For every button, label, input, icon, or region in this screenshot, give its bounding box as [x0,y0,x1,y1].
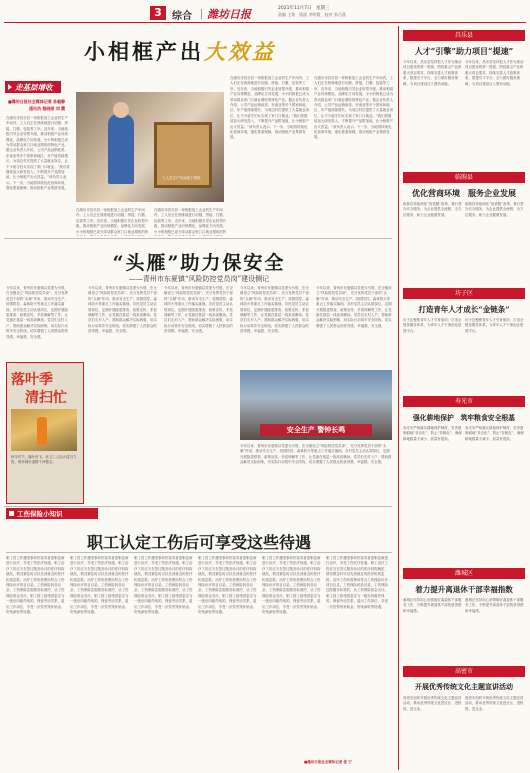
sidebar-body-3b: 寿光市严格落实耕地保护制度，坚决遏制耕地“非农化”、防止“非粮化”，确保耕地数量不减少、质量有提高。 [465,426,524,441]
sidebar-body-5a: 高密市组织开展优秀传统文化主题宣讲活动，推动优秀传统文化进社区、进校园、进企业。 [403,696,462,711]
sidebar-region-0: 昌乐县 [403,30,525,41]
divider-1 [4,238,392,239]
sidebar-headline-1: 优化营商环境 服务企业发展 [412,188,516,198]
paper-name: 潍坊日报 [207,8,251,21]
date-line: 2021年11月7日 星期三 [278,6,330,11]
lower-body-col4: 职工因工作遭受事故伤害或者患职业病进行治疗，享受工伤医疗待遇。职工治疗工伤应当在签订服务协议的医疗机构就医，情况紧急时可以先到就近的医疗机构急救。治疗工伤所需费用符合工伤保险诊疗项目目录、工伤保险药品目录、工伤保险住院服务标准的，从工伤保险基金支付。职工因工致残被鉴定为一级至四级伤残的，保留劳动关系，退出工作岗位，享受一次性伤残补助金、伤残津贴等待遇。 [198,556,257,615]
sidebar-body-0b: 今年以来，昌乐县坚持把人才作为推动项目建设的第一资源，围绕重点产业和重大项目需求，持续完善人才政策体系，搭建引才平台，全力做好服务保障，为项目建设注入强劲动能。 [465,60,524,86]
lower-body-col2: 职工因工作遭受事故伤害或者患职业病进行治疗，享受工伤医疗待遇。职工治疗工伤应当在签订服务协议的医疗机构就医，情况紧急时可以先到就近的医疗机构急救。治疗工伤所需费用符合工伤保险诊疗项目目录、工伤保险药品目录、工伤保险住院服务标准的，从工伤保险基金支付。职工因工致残被鉴定为一级至四级伤残的，保留劳动关系，退出工作岗位，享受一次性伤残补助金、伤残津贴等待遇。 [70,556,129,615]
sidebar-region-5: 高密市 [403,666,525,677]
sidebar-body-2b: 坊子区聚焦青年人才引育留用，打造全链条服务体系，为青年人才干事创业搭建平台。 [465,318,524,333]
top-byline-2: 通讯员 程晓丽 刘 霞 [29,106,66,111]
second-body-col4: 今年以来，青州市东夏镇以党建为引领，在全镇设立“风险防控党员岗”，充分发挥党员干部的“头雁”作用，推动安全生产、疫情防控、森林防火等重点工作落实落细。各村党员主动认领岗位，定期开展隐患排查、政策宣传、矛盾调解等工作，让党旗在基层一线高高飘扬。党员们走村入户，帮助群众解决实际困难，用实际行动筑牢安全防线，切实增强了人民群众的获得感、幸福感、安全感。 [240,286,309,334]
top-byline-1: ■潍坊日报社全媒体记者 孙毅静 [8,99,66,104]
sidebar-body-3a: 寿光市严格落实耕地保护制度，坚决遏制耕地“非农化”、防止“非粮化”，确保耕地数量不减少、质量有提高。 [403,426,462,441]
second-headline: “头雁”助力保安全 [112,252,286,274]
second-body-col5: 今年以来，青州市东夏镇以党建为引领，在全镇设立“风险防控党员岗”，充分发挥党员干部的“头雁”作用，推动安全生产、疫情防控、森林防火等重点工作落实落细。各村党员主动认领岗位，定期开展隐患排查、政策宣传、矛盾调解等工作，让党旗在基层一线高高飘扬。党员们走村入户，帮助群众解决实际困难，用实际行动筑牢安全防线，切实增强了人民群众的获得感、幸福感、安全感。 [316,286,392,328]
kicker-icon [8,84,12,90]
masthead-rule [4,22,526,23]
top-headline-part2: 大效益 [204,39,276,64]
second-body-col1: 今年以来，青州市东夏镇以党建为引领，在全镇设立“风险防控党员岗”，充分发挥党员干部的“头雁”作用，推动安全生产、疫情防控、森林防火等重点工作落实落细。各村党员主动认领岗位，定期开展隐患排查、政策宣传、矛盾调解等工作，让党旗在基层一线高高飘扬。党员们走村入户，帮助群众解决实际困难，用实际行动筑牢安全防线，切实增强了人民群众的获得感、幸福感、安全感。 [6,286,69,339]
lower-kicker-text: 工伤保险小知识 [17,510,63,518]
divider-2 [4,506,392,507]
lower-body-col1: 职工因工作遭受事故伤害或者患职业病进行治疗，享受工伤医疗待遇。职工治疗工伤应当在签订服务协议的医疗机构就医，情况紧急时可以先到就近的医疗机构急救。治疗工伤所需费用符合工伤保险诊疗项目目录、工伤保险药品目录、工伤保险住院服务标准的，从工伤保险基金支付。职工因工致残被鉴定为一级至四级伤残的，保留劳动关系，退出工作岗位，享受一次性伤残补助金、伤残津贴等待遇。 [6,556,65,615]
sidebar-body-4b: 潍城区坚持用心用情做好离退休干部服务工作，不断提升离退休干部的获得感和幸福感。 [465,598,524,613]
sidebar-region-3: 寿光市 [403,396,525,407]
editors-line: 责编 王铭 版面 李明霞 校对 张巧燕 [278,12,346,17]
separator-icon [201,9,202,19]
second-body-col2: 今年以来，青州市东夏镇以党建为引领，在全镇设立“风险防控党员岗”，充分发挥党员干部的“头雁”作用，推动安全生产、疫情防控、森林防火等重点工作落实落细。各村党员主动认领岗位，定期开展隐患排查、政策宣传、矛盾调解等工作，让党旗在基层一线高高飘扬。党员们走村入户，帮助群众解决实际困难，用实际行动筑牢安全防线，切实增强了人民群众的获得感、幸福感、安全感。 [88,286,157,334]
second-photo-badge-text: 安全生产 警钟长鸣 [286,426,346,434]
top-body-col1: 在潍坊市昌乐县一家相框加工企业的生产车间内，工人们正在熟练地进行切割、拼接、打磨、包装等工序。近年来，当地积极引导企业转型升级，推动相框产业向规模化、品牌化方向发展，小小的相框已成为带动群众家门口就业增收的特色产业。据企业负责人介绍，公司产品远销欧美、东南亚等多个国家和地区，年产值持续增长，为周边村庄提供了大量就业岗位，让不少留守妇女实现了家门口就业。“我们将继续加大研发投入，不断提升产品附加值，让小相框产出大效益。”该负责人表示。下一步，当地将持续优化营商环境，强化要素保障，推动相框产业集群发展。 [6,116,70,191]
second-story [4,242,394,504]
sidebar-headline-4: 着力提升离退休干部幸福指数 [415,585,513,594]
sidebar-body-4a: 潍城区坚持用心用情做好离退休干部服务工作，不断提升离退休干部的获得感和幸福感。 [403,598,462,613]
top-body-col4: 在潍坊市昌乐县一家相框加工企业的生产车间内，工人们正在熟练地进行切割、拼接、打磨、包装等工序。近年来，当地积极引导企业转型升级，推动相框产业向规模化、品牌化方向发展，小小的相框已成为带动群众家门口就业增收的特色产业。据企业负责人介绍，公司产品远销欧美、东南亚等多个国家和地区，年产值持续增长，为周边村庄提供了大量就业岗位，让不少留守妇女实现了家门口就业。“我们将继续加大研发投入，不断提升产品附加值，让小相框产出大效益。”该负责人表示。下一步，当地将持续优化营商环境，强化要素保障，推动相框产业集群发展。 [230,76,310,140]
top-story [4,28,394,236]
masthead [0,0,530,22]
second-subheadline: ——青州市东夏镇“风险防控党员岗”建设侧记 [128,275,270,283]
sidebar-body-1a: 临朐县持续深化“放管服”改革，推行帮办代办服务，为企业提供全流程、全方位服务，助力企业健康发展。 [403,202,462,217]
top-headline-part1: 小相框产出 [84,39,204,64]
promo-caption: 秋冬时节，落叶纷飞，环卫工人加大清扫力度，保持城市道路干净整洁。 [11,455,77,465]
lower-byline: ■潍坊日报社全媒体记者 张 宁 [304,760,352,764]
second-body-col3: 今年以来，青州市东夏镇以党建为引领，在全镇设立“风险防控党员岗”，充分发挥党员干部的“头雁”作用，推动安全生产、疫情防控、森林防火等重点工作落实落细。各村党员主动认领岗位，定期开展隐患排查、政策宣传、矛盾调解等工作，让党旗在基层一线高高飘扬。党员们走村入户，帮助群众解决实际困难，用实际行动筑牢安全防线，切实增强了人民群众的获得感、幸福感、安全感。 [164,286,233,334]
lower-body-col5: 职工因工作遭受事故伤害或者患职业病进行治疗，享受工伤医疗待遇。职工治疗工伤应当在签订服务协议的医疗机构就医，情况紧急时可以先到就近的医疗机构急救。治疗工伤所需费用符合工伤保险诊疗项目目录、工伤保险药品目录、工伤保险住院服务标准的，从工伤保险基金支付。职工因工致残被鉴定为一级至四级伤残的，保留劳动关系，退出工作岗位，享受一次性伤残补助金、伤残津贴等待遇。 [262,556,321,615]
top-headline [84,36,384,66]
sidebar-headline-0: 人才“引擎”助力项目“提速” [414,46,514,56]
worker-figure [108,114,134,184]
sidebar-region-2: 坊子区 [403,288,525,299]
lower-body-col3: 职工因工作遭受事故伤害或者患职业病进行治疗，享受工伤医疗待遇。职工治疗工伤应当在签订服务协议的医疗机构就医，情况紧急时可以先到就近的医疗机构急救。治疗工伤所需费用符合工伤保险诊疗项目目录、工伤保险药品目录、工伤保险住院服务标准的，从工伤保险基金支付。职工因工致残被鉴定为一级至四级伤残的，保留劳动关系，退出工作岗位，享受一次性伤残补助金、伤残津贴等待遇。 [134,556,193,615]
lower-kicker-icon [9,511,14,516]
promo-title-2: 清扫忙 [25,390,67,406]
section-label: 综合 [172,11,192,22]
sidebar-region-1: 临朐县 [403,172,525,183]
lower-body-col6: 职工因工作遭受事故伤害或者患职业病进行治疗，享受工伤医疗待遇。职工治疗工伤应当在签订服务协议的医疗机构就医，情况紧急时可以先到就近的医疗机构急救。治疗工伤所需费用符合工伤保险诊疗项目目录、工伤保险药品目录、工伤保险住院服务标准的，从工伤保险基金支付。职工因工致残被鉴定为一级至四级伤残的，保留劳动关系，退出工作岗位，享受一次性伤残补助金、伤残津贴等待遇。 [326,556,388,609]
sweeper-figure [37,417,47,445]
sidebar-body-1b: 临朐县持续深化“放管服”改革，推行帮办代办服务，为企业提供全流程、全方位服务，助力企业健康发展。 [465,202,524,217]
second-photo [240,370,392,440]
promo-photo [11,409,77,451]
sidebar-headline-5: 开展优秀传统文化主题宣讲活动 [415,682,513,691]
photo-caption: 工人在生产车间加工相框 [162,176,201,180]
sidebar-headline-3: 强化耕地保护 筑牢粮食安全根基 [413,414,515,422]
lower-rule [6,552,392,553]
sidebar-body-5b: 高密市组织开展优秀传统文化主题宣讲活动，推动优秀传统文化进社区、进校园、进企业。 [465,696,524,711]
top-body-col2: 在潍坊市昌乐县一家相框加工企业的生产车间内，工人们正在熟练地进行切割、拼接、打磨、包装等工序。近年来，当地积极引导企业转型升级，推动相框产业向规模化、品牌化方向发展，小小的相框已成为带动群众家门口就业增收的特 [76,208,149,234]
sidebar-body-2a: 坊子区聚焦青年人才引育留用，打造全链条服务体系，为青年人才干事创业搭建平台。 [403,318,462,333]
kicker-text: 走基层增收 [15,83,53,92]
lower-story [4,508,394,770]
sidebar-headline-2: 打造青年人才成长“金链条” [418,305,510,314]
sidebar-body-0a: 今年以来，昌乐县坚持把人才作为推动项目建设的第一资源，围绕重点产业和重大项目需求，持续完善人才政策体系，搭建引才平台，全力做好服务保障，为项目建设注入强劲动能。 [403,60,462,86]
sidebar [398,26,527,770]
promo-title-1: 落叶季 [11,372,53,388]
lower-headline: 职工认定工伤后可享受这些待遇 [86,533,311,552]
sidebar-region-4: 潍城区 [403,568,525,579]
top-photo [76,92,224,202]
top-body-col5: 在潍坊市昌乐县一家相框加工企业的生产车间内，工人们正在熟练地进行切割、拼接、打磨、包装等工序。近年来，当地积极引导企业转型升级，推动相框产业向规模化、品牌化方向发展，小小的相框已成为带动群众家门口就业增收的特色产业。据企业负责人介绍，公司产品远销欧美、东南亚等多个国家和地区，年产值持续增长，为周边村庄提供了大量就业岗位，让不少留守妇女实现了家门口就业。“我们将继续加大研发投入，不断提升产品附加值，让小相框产出大效益。”该负责人表示。下一步，当地将持续优化营商环境，强化要素保障，推动相框产业集群发展。 [314,76,394,140]
top-body-col3: 在潍坊市昌乐县一家相框加工企业的生产车间内，工人们正在熟练地进行切割、拼接、打磨、包装等工序。近年来，当地积极引导企业转型升级，推动相框产业向规模化、品牌化方向发展，小小的相框已成为带动群众家门口就业增收的特 [154,208,227,234]
page-number: 3 [154,6,162,19]
second-body-col6: 今年以来，青州市东夏镇以党建为引领，在全镇设立“风险防控党员岗”，充分发挥党员干部的“头雁”作用，推动安全生产、疫情防控、森林防火等重点工作落实落细。各村党员主动认领岗位，定期开展隐患排查、政策宣传、矛盾调解等工作，让党旗在基层一线高高飘扬。党员们走村入户，帮助群众解决实际困难，用实际行动筑牢安全防线，切实增强了人民群众的获得感、幸福感、安全感。 [240,444,392,465]
promo-box [6,362,84,504]
worker-head [113,102,129,118]
